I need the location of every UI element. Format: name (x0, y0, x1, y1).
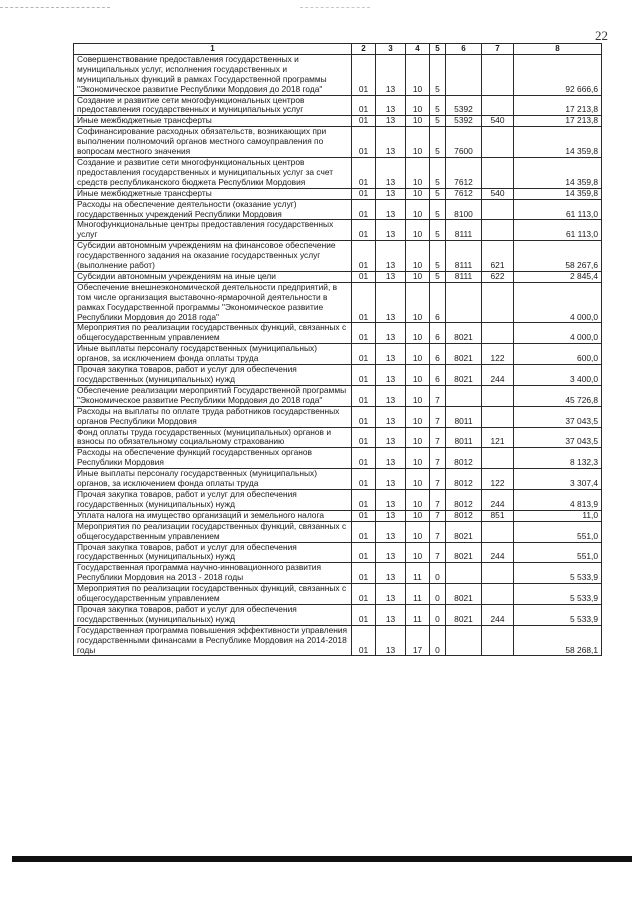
article-code-cell: 8012 (446, 469, 482, 490)
expense-name-cell: Расходы на выплаты по оплате труда работников государственных органов Республики Мордовия (74, 406, 352, 427)
program-code-cell: 10 (406, 406, 430, 427)
subprogram-code-cell: 5 (430, 54, 446, 95)
subprogram-code-cell: 5 (430, 95, 446, 116)
expense-type-cell: 122 (482, 469, 514, 490)
program-code-cell: 10 (406, 344, 430, 365)
expense-name-cell: Создание и развитие сети многофункциональных центров предоставления государственных и муниципальных услуг (74, 95, 352, 116)
expense-type-cell (482, 406, 514, 427)
expense-name-cell: Мероприятия по реализации государственных функций, связанных с общегосударственным управлением (74, 323, 352, 344)
expense-name-cell: Совершенствование предоставления государственных и муниципальных услуг, исполнения государственных и муниципальных функций в рамках Государственной программы "Экономическое развитие Республики Мордовия до 2018 года" (74, 54, 352, 95)
page-number: 22 (595, 28, 608, 43)
article-code-cell (446, 385, 482, 406)
expense-type-cell: 851 (482, 510, 514, 521)
expense-type-cell (482, 323, 514, 344)
subprogram-code-cell: 7 (430, 469, 446, 490)
subprogram-code-cell: 7 (430, 489, 446, 510)
subsection-code-cell: 13 (376, 199, 406, 220)
section-code-cell: 01 (352, 469, 376, 490)
table-row (74, 282, 602, 323)
article-code-cell: 7600 (446, 127, 482, 158)
budget-table (73, 43, 602, 656)
subsection-code-cell: 13 (376, 116, 406, 127)
expense-name-cell: Прочая закупка товаров, работ и услуг для обеспечения государственных (муниципальных) нужд (74, 489, 352, 510)
table-row (74, 563, 602, 584)
amount-cell: 2 845,4 (514, 271, 602, 282)
expense-name-cell: Расходы на обеспечение функций государственных органов Республики Мордовия (74, 448, 352, 469)
subprogram-code-cell: 7 (430, 521, 446, 542)
subsection-code-cell: 13 (376, 241, 406, 272)
section-code-cell: 01 (352, 604, 376, 625)
article-code-cell (446, 54, 482, 95)
expense-name-cell: Мероприятия по реализации государственных функций, связанных с общегосударственным управлением (74, 521, 352, 542)
expense-name-cell: Прочая закупка товаров, работ и услуг для обеспечения государственных (муниципальных) нужд (74, 542, 352, 563)
program-code-cell: 10 (406, 127, 430, 158)
amount-cell: 37 043,5 (514, 406, 602, 427)
article-code-cell: 8111 (446, 220, 482, 241)
subsection-code-cell: 13 (376, 344, 406, 365)
program-code-cell: 10 (406, 489, 430, 510)
program-code-cell: 10 (406, 199, 430, 220)
expense-type-cell: 540 (482, 188, 514, 199)
subprogram-code-cell: 6 (430, 323, 446, 344)
column-header: 8 (514, 44, 602, 55)
subsection-code-cell: 13 (376, 510, 406, 521)
article-code-cell: 8021 (446, 521, 482, 542)
subsection-code-cell: 13 (376, 188, 406, 199)
amount-cell: 3 307,4 (514, 469, 602, 490)
section-code-cell: 01 (352, 542, 376, 563)
table-row (74, 604, 602, 625)
expense-type-cell: 244 (482, 489, 514, 510)
section-code-cell: 01 (352, 344, 376, 365)
article-code-cell (446, 563, 482, 584)
program-code-cell: 10 (406, 282, 430, 323)
program-code-cell: 10 (406, 469, 430, 490)
article-code-cell: 8021 (446, 584, 482, 605)
article-code-cell: 8012 (446, 489, 482, 510)
article-code-cell: 8021 (446, 604, 482, 625)
expense-type-cell (482, 199, 514, 220)
table-row (74, 116, 602, 127)
article-code-cell: 8111 (446, 271, 482, 282)
expense-name-cell: Иные выплаты персоналу государственных (муниципальных) органов, за исключением фонда оплаты труда (74, 344, 352, 365)
table-row (74, 625, 602, 656)
subsection-code-cell: 13 (376, 95, 406, 116)
subprogram-code-cell: 5 (430, 157, 446, 188)
section-code-cell: 01 (352, 625, 376, 656)
amount-cell: 17 213,8 (514, 116, 602, 127)
expense-name-cell: Уплата налога на имущество организаций и земельного налога (74, 510, 352, 521)
subsection-code-cell: 13 (376, 563, 406, 584)
subsection-code-cell: 13 (376, 604, 406, 625)
expense-type-cell (482, 563, 514, 584)
amount-cell: 61 113,0 (514, 199, 602, 220)
subprogram-code-cell: 5 (430, 116, 446, 127)
subprogram-code-cell: 6 (430, 344, 446, 365)
section-code-cell: 01 (352, 365, 376, 386)
article-code-cell: 8111 (446, 241, 482, 272)
program-code-cell: 11 (406, 563, 430, 584)
subprogram-code-cell: 5 (430, 127, 446, 158)
expense-name-cell: Фонд оплаты труда государственных (муниципальных) органов и взносы по обязательному социальному страхованию (74, 427, 352, 448)
subprogram-code-cell: 5 (430, 199, 446, 220)
subsection-code-cell: 13 (376, 220, 406, 241)
subprogram-code-cell: 0 (430, 563, 446, 584)
expense-type-cell: 622 (482, 271, 514, 282)
expense-type-cell: 122 (482, 344, 514, 365)
article-code-cell: 8012 (446, 510, 482, 521)
expense-name-cell: Обеспечение реализации мероприятий Государственной программы "Экономическое развитие Республики Мордовия до 2018 года" (74, 385, 352, 406)
subprogram-code-cell: 7 (430, 385, 446, 406)
expense-type-cell (482, 521, 514, 542)
table-row (74, 489, 602, 510)
scan-top-mark (300, 7, 370, 8)
subprogram-code-cell: 0 (430, 625, 446, 656)
column-header: 4 (406, 44, 430, 55)
program-code-cell: 10 (406, 188, 430, 199)
program-code-cell: 11 (406, 604, 430, 625)
section-code-cell: 01 (352, 271, 376, 282)
column-header: 7 (482, 44, 514, 55)
expense-name-cell: Софинансирование расходных обязательств, возникающих при выполнении полномочий органов местного самоуправления по вопросам местного значения (74, 127, 352, 158)
table-header-row (74, 44, 602, 55)
table-row (74, 469, 602, 490)
amount-cell: 551,0 (514, 542, 602, 563)
subprogram-code-cell: 0 (430, 584, 446, 605)
table-row (74, 199, 602, 220)
program-code-cell: 10 (406, 116, 430, 127)
expense-type-cell (482, 54, 514, 95)
amount-cell: 14 359,8 (514, 157, 602, 188)
amount-cell: 61 113,0 (514, 220, 602, 241)
program-code-cell: 17 (406, 625, 430, 656)
table-row (74, 542, 602, 563)
table-row (74, 584, 602, 605)
table-row (74, 427, 602, 448)
table-row (74, 241, 602, 272)
subsection-code-cell: 13 (376, 489, 406, 510)
amount-cell: 58 268,1 (514, 625, 602, 656)
table-row (74, 323, 602, 344)
program-code-cell: 10 (406, 54, 430, 95)
expense-type-cell (482, 385, 514, 406)
subsection-code-cell: 13 (376, 323, 406, 344)
subprogram-code-cell: 6 (430, 365, 446, 386)
section-code-cell: 01 (352, 406, 376, 427)
section-code-cell: 01 (352, 563, 376, 584)
subprogram-code-cell: 5 (430, 241, 446, 272)
amount-cell: 17 213,8 (514, 95, 602, 116)
column-header: 6 (446, 44, 482, 55)
subprogram-code-cell: 7 (430, 427, 446, 448)
section-code-cell: 01 (352, 95, 376, 116)
table-row (74, 365, 602, 386)
expense-name-cell: Многофункциональные центры предоставления государственных услуг (74, 220, 352, 241)
subsection-code-cell: 13 (376, 584, 406, 605)
subsection-code-cell: 13 (376, 127, 406, 158)
article-code-cell: 8100 (446, 199, 482, 220)
subsection-code-cell: 13 (376, 542, 406, 563)
subsection-code-cell: 13 (376, 271, 406, 282)
section-code-cell: 01 (352, 385, 376, 406)
expense-name-cell: Обеспечение внешнеэкономической деятельности предприятий, в том числе организация выставочно-ярмарочной деятельности в рамках Государственной программы "Экономическое развитие Республики Мордовия до 2018 года" (74, 282, 352, 323)
expense-name-cell: Государственная программа научно-инновационного развития Республики Мордовия на 2013 - 2018 годы (74, 563, 352, 584)
section-code-cell: 01 (352, 323, 376, 344)
amount-cell: 58 267,6 (514, 241, 602, 272)
article-code-cell: 8021 (446, 344, 482, 365)
subsection-code-cell: 13 (376, 521, 406, 542)
scan-top-mark (0, 7, 110, 8)
table-row (74, 157, 602, 188)
article-code-cell: 8011 (446, 427, 482, 448)
section-code-cell: 01 (352, 521, 376, 542)
expense-type-cell (482, 584, 514, 605)
expense-type-cell: 244 (482, 365, 514, 386)
subsection-code-cell: 13 (376, 427, 406, 448)
amount-cell: 4 000,0 (514, 282, 602, 323)
table-row (74, 385, 602, 406)
article-code-cell: 8011 (446, 406, 482, 427)
section-code-cell: 01 (352, 199, 376, 220)
section-code-cell: 01 (352, 427, 376, 448)
column-header: 2 (352, 44, 376, 55)
subprogram-code-cell: 7 (430, 542, 446, 563)
expense-type-cell (482, 625, 514, 656)
table-row (74, 188, 602, 199)
table-row (74, 344, 602, 365)
article-code-cell: 8021 (446, 365, 482, 386)
expense-name-cell: Иные выплаты персоналу государственных (муниципальных) органов, за исключением фонда оплаты труда (74, 469, 352, 490)
program-code-cell: 10 (406, 157, 430, 188)
subsection-code-cell: 13 (376, 406, 406, 427)
program-code-cell: 10 (406, 95, 430, 116)
amount-cell: 8 132,3 (514, 448, 602, 469)
expense-type-cell: 244 (482, 604, 514, 625)
expense-type-cell (482, 220, 514, 241)
amount-cell: 14 359,8 (514, 188, 602, 199)
section-code-cell: 01 (352, 489, 376, 510)
table-row (74, 220, 602, 241)
expense-type-cell: 244 (482, 542, 514, 563)
amount-cell: 14 359,8 (514, 127, 602, 158)
program-code-cell: 10 (406, 427, 430, 448)
expense-type-cell (482, 282, 514, 323)
program-code-cell: 10 (406, 542, 430, 563)
expense-type-cell: 540 (482, 116, 514, 127)
table-row (74, 448, 602, 469)
article-code-cell: 5392 (446, 95, 482, 116)
program-code-cell: 10 (406, 448, 430, 469)
section-code-cell: 01 (352, 188, 376, 199)
section-code-cell: 01 (352, 116, 376, 127)
expense-type-cell (482, 127, 514, 158)
article-code-cell: 7612 (446, 188, 482, 199)
program-code-cell: 10 (406, 521, 430, 542)
expense-name-cell: Государственная программа повышения эффективности управления государственными финансами в Республике Мордовия на 2014-2018 годы (74, 625, 352, 656)
section-code-cell: 01 (352, 241, 376, 272)
program-code-cell: 11 (406, 584, 430, 605)
expense-type-cell: 621 (482, 241, 514, 272)
subsection-code-cell: 13 (376, 54, 406, 95)
subprogram-code-cell: 7 (430, 406, 446, 427)
table-row (74, 510, 602, 521)
subsection-code-cell: 13 (376, 282, 406, 323)
column-header: 1 (74, 44, 352, 55)
subsection-code-cell: 13 (376, 448, 406, 469)
expense-name-cell: Прочая закупка товаров, работ и услуг для обеспечения государственных (муниципальных) нужд (74, 604, 352, 625)
amount-cell: 5 533,9 (514, 604, 602, 625)
section-code-cell: 01 (352, 157, 376, 188)
section-code-cell: 01 (352, 282, 376, 323)
amount-cell: 5 533,9 (514, 584, 602, 605)
article-code-cell: 8021 (446, 323, 482, 344)
expense-name-cell: Прочая закупка товаров, работ и услуг для обеспечения государственных (муниципальных) нужд (74, 365, 352, 386)
section-code-cell: 01 (352, 220, 376, 241)
expense-name-cell: Субсидии автономным учреждениям на финансовое обеспечение государственного задания на оказание государственных услуг (выполнение работ) (74, 241, 352, 272)
article-code-cell: 7612 (446, 157, 482, 188)
expense-type-cell (482, 157, 514, 188)
program-code-cell: 10 (406, 385, 430, 406)
expense-name-cell: Мероприятия по реализации государственных функций, связанных с общегосударственным управлением (74, 584, 352, 605)
subprogram-code-cell: 5 (430, 220, 446, 241)
amount-cell: 600,0 (514, 344, 602, 365)
section-code-cell: 01 (352, 584, 376, 605)
subprogram-code-cell: 7 (430, 510, 446, 521)
section-code-cell: 01 (352, 510, 376, 521)
column-header: 5 (430, 44, 446, 55)
subsection-code-cell: 13 (376, 385, 406, 406)
amount-cell: 551,0 (514, 521, 602, 542)
subprogram-code-cell: 5 (430, 188, 446, 199)
program-code-cell: 10 (406, 510, 430, 521)
table-row (74, 406, 602, 427)
subprogram-code-cell: 6 (430, 282, 446, 323)
program-code-cell: 10 (406, 220, 430, 241)
section-code-cell: 01 (352, 127, 376, 158)
expense-name-cell: Иные межбюджетные трансферты (74, 188, 352, 199)
expense-type-cell (482, 95, 514, 116)
article-code-cell (446, 625, 482, 656)
table-row (74, 521, 602, 542)
expense-type-cell (482, 448, 514, 469)
amount-cell: 92 666,6 (514, 54, 602, 95)
program-code-cell: 10 (406, 323, 430, 344)
amount-cell: 5 533,9 (514, 563, 602, 584)
amount-cell: 3 400,0 (514, 365, 602, 386)
article-code-cell: 8012 (446, 448, 482, 469)
section-code-cell: 01 (352, 448, 376, 469)
amount-cell: 4 813,9 (514, 489, 602, 510)
subsection-code-cell: 13 (376, 157, 406, 188)
subprogram-code-cell: 0 (430, 604, 446, 625)
section-code-cell: 01 (352, 54, 376, 95)
subprogram-code-cell: 7 (430, 448, 446, 469)
expense-name-cell: Создание и развитие сети многофункциональных центров предоставления государственных и муниципальных услуг за счет средств республиканского бюджета Республики Мордовия (74, 157, 352, 188)
expense-name-cell: Расходы на обеспечение деятельности (оказание услуг) государственных учреждений Республики Мордовия (74, 199, 352, 220)
amount-cell: 37 043,5 (514, 427, 602, 448)
amount-cell: 11,0 (514, 510, 602, 521)
subsection-code-cell: 13 (376, 469, 406, 490)
column-header: 3 (376, 44, 406, 55)
expense-name-cell: Иные межбюджетные трансферты (74, 116, 352, 127)
table-row (74, 54, 602, 95)
table-row (74, 127, 602, 158)
subsection-code-cell: 13 (376, 625, 406, 656)
program-code-cell: 10 (406, 365, 430, 386)
program-code-cell: 10 (406, 241, 430, 272)
subprogram-code-cell: 5 (430, 271, 446, 282)
subsection-code-cell: 13 (376, 365, 406, 386)
table-row (74, 95, 602, 116)
table-row (74, 271, 602, 282)
scan-bottom-bar (12, 856, 632, 862)
program-code-cell: 10 (406, 271, 430, 282)
article-code-cell (446, 282, 482, 323)
amount-cell: 4 000,0 (514, 323, 602, 344)
expense-name-cell: Субсидии автономным учреждениям на иные цели (74, 271, 352, 282)
expense-type-cell: 121 (482, 427, 514, 448)
amount-cell: 45 726,8 (514, 385, 602, 406)
article-code-cell: 5392 (446, 116, 482, 127)
article-code-cell: 8021 (446, 542, 482, 563)
